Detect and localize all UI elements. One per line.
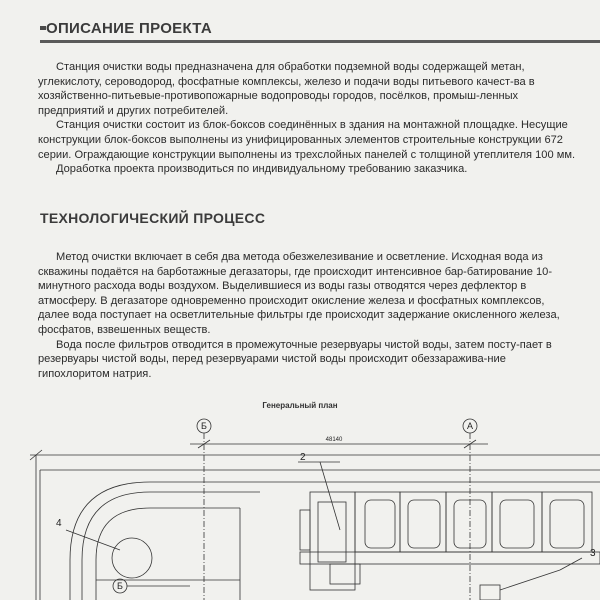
section-heading-process: ТЕХНОЛОГИЧЕСКИЙ ПРОЦЕСС	[40, 210, 266, 226]
axis-label-b: Б	[201, 421, 207, 431]
paragraph: Станция очистки состоит из блок-боксов соединённых в здания на монтажной площадке. Несущие конструкции блок-боксов выполнены из унифицированных элементов строительные конструкции 672 серии. Ограждающие конструкции выполнены из трехслойных панелей с толщиной утеплителя 100 мм.	[38, 119, 576, 161]
plan-title: Генеральный план	[262, 401, 338, 410]
callout-3: 3	[590, 548, 596, 559]
show-through-artifact	[300, 10, 420, 24]
callout-2: 2	[300, 452, 306, 463]
paragraph: Станция очистки воды предназначена для обработки подземной воды содержащей метан, углекислоту, сероводород, фосфатные комплексы, железо и подачи воды питьевого качест-ва в хозяйственно-питьевые-противопожарные водопроводы городов, посёлков, промыш-ленных предприятий и других потребителей.	[38, 61, 535, 117]
dimension-label: 48140	[325, 437, 343, 443]
paragraph: Вода после фильтров отводится в промежуточные резервуары чистой воды, затем посту-пает в резервуары чистой воды, перед резервуарами чистой воды происходит обеззаражива-ние гипохлоритом натрия.	[38, 338, 552, 380]
general-plan-drawing	[0, 410, 600, 600]
section-description-body	[38, 60, 578, 177]
paragraph: Доработка проекта производиться по индивидуальному требованию заказчика.	[56, 163, 468, 176]
axis-label-b-lower: Б	[117, 581, 123, 591]
axis-label-a: А	[466, 421, 474, 431]
section-heading-description: ОПИСАНИЕ ПРОЕКТА	[46, 20, 212, 37]
paragraph: Метод очистки включает в себя два метода обезжелезивание и осветление. Исходная вода из скважины подаётся на барботажные дегазаторы, где происходит интенсивное бар-батирование 10-минутного расхода воды воздухом. Выделившиеся из воды газы отводятся через дефлектор в атмосферу. В дегазаторе одновременно происходит окисление железа и фосфатных комплексов, далее вода поступает на осветлительные фильтры где происходит задержание окисленного железа, фосфатов, взвешенных веществ.	[38, 251, 560, 336]
section-process-body	[38, 250, 578, 381]
callout-4: 4	[56, 518, 62, 529]
reservoir-circle	[112, 538, 152, 578]
heading-underline	[40, 40, 600, 43]
